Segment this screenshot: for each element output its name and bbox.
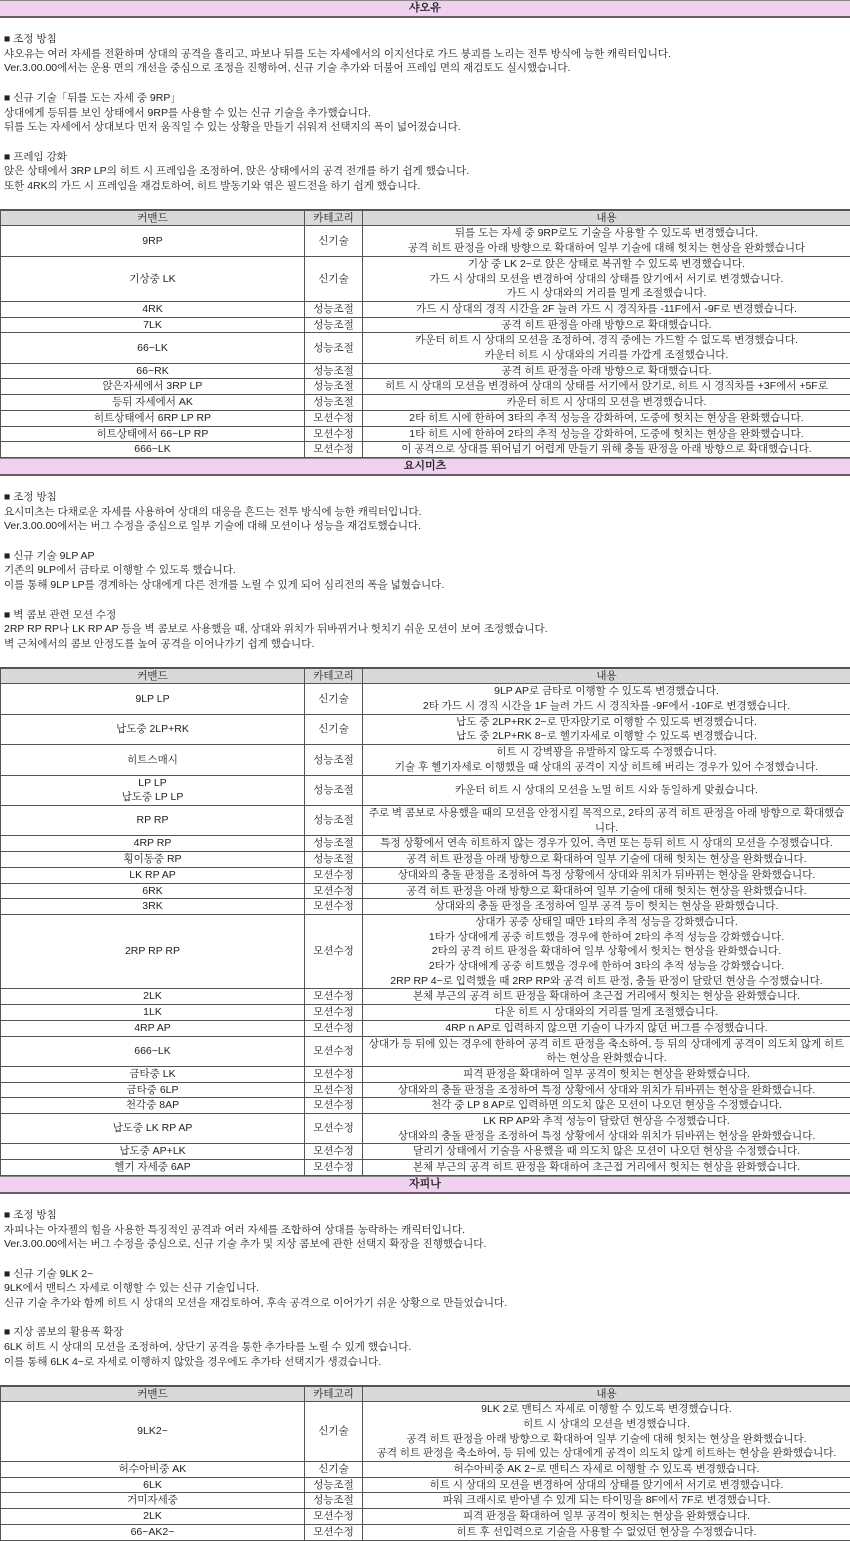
content-cell	[363, 914, 850, 989]
character-title-bar: 자피나	[0, 1176, 850, 1194]
adjustment-notes	[0, 18, 850, 209]
content-cell	[363, 883, 850, 899]
table-row	[1, 1462, 850, 1478]
note-line: 9LK에서 맨티스 자세로 이행할 수 있는 신규 기술입니다.	[4, 1281, 846, 1296]
note-heading: ■ 지상 콤보의 활용폭 확장	[4, 1325, 846, 1340]
command-cell: 히트상태에서 6RP LP RP	[1, 410, 305, 426]
category-cell: 신기술	[305, 684, 363, 714]
command-cell: 납도중 LK RP AP	[1, 1114, 305, 1144]
content-line: 상대와의 충돌 판정을 조정하여 일부 공격 등이 헛치는 현상을 완화했습니다.	[365, 899, 848, 914]
category-cell: 성능조절	[305, 836, 363, 852]
content-line: 카운터 히트 시 상대의 모션을 조정하여, 경직 중에는 가드할 수 없도록 변경했습니다.	[365, 333, 848, 348]
content-cell	[363, 1509, 850, 1525]
content-cell	[363, 226, 850, 256]
category-cell: 모션수정	[305, 899, 363, 915]
table-row	[1, 1144, 850, 1160]
command-cell: 666~LK	[1, 1036, 305, 1066]
command-cell: 납도중 2LP+RK	[1, 714, 305, 744]
content-line: LK RP AP와 추적 성능이 달랐던 현상을 수정했습니다.	[365, 1114, 848, 1129]
category-cell: 성능조절	[305, 333, 363, 363]
note-heading: ■ 프레임 강화	[4, 150, 846, 165]
note-paragraph	[4, 549, 846, 593]
table-header-row	[1, 668, 850, 684]
command-cell: 9RP	[1, 226, 305, 256]
content-line: 피격 판정을 확대하여 일부 공격이 헛치는 현상을 완화했습니다.	[365, 1509, 848, 1524]
content-line: 이 공격으로 상대를 뛰어넘기 어렵게 만들기 위해 충돌 판정을 아래 방향으로 확대했습니다.	[365, 442, 848, 457]
content-cell	[363, 745, 850, 775]
character-section	[0, 458, 850, 1176]
content-cell	[363, 1098, 850, 1114]
content-cell	[363, 1493, 850, 1509]
category-cell: 모션수정	[305, 1036, 363, 1066]
command-cell: 1LK	[1, 1005, 305, 1021]
command-cell: LP LP 납도중 LP LP	[1, 775, 305, 805]
command-cell: 6LK	[1, 1477, 305, 1493]
category-cell: 모션수정	[305, 914, 363, 989]
command-cell: 헬기 자세중 6AP	[1, 1160, 305, 1176]
note-heading: ■ 조정 방침	[4, 32, 846, 47]
command-cell: 2RP RP RP	[1, 914, 305, 989]
note-line: 요시미츠는 다채로운 자세를 사용하여 상대의 대응을 흔드는 전투 방식에 능한 캐릭터입니다.	[4, 505, 846, 520]
content-line: 9LP AP로 금타로 이행할 수 있도록 변경했습니다.	[365, 684, 848, 699]
content-line: 카운터 히트 시 상대의 모션을 변경했습니다.	[365, 395, 848, 410]
content-cell	[363, 426, 850, 442]
note-paragraph	[4, 1208, 846, 1252]
content-line: 상대가 등 뒤에 있는 경우에 한하여 공격 히트 판정을 축소하여, 등 뒤의 상대에게 공격이 의도치 않게 히트하는 현상을 완화했습니다.	[365, 1037, 848, 1066]
category-cell: 모션수정	[305, 1066, 363, 1082]
content-line: 공격 히트 판정을 축소하여, 등 뒤에 있는 상대에게 공격이 의도치 않게 히트하는 현상을 완화했습니다.	[365, 1446, 848, 1461]
content-line: 2타의 공격 히트 판정을 확대하여 일부 상황에서 헛치는 현상을 완화했습니다.	[365, 944, 848, 959]
category-cell: 모션수정	[305, 867, 363, 883]
command-cell: 4RK	[1, 301, 305, 317]
category-header: 카테고리	[305, 210, 363, 226]
content-cell	[363, 1524, 850, 1540]
table-row	[1, 1160, 850, 1176]
table-row	[1, 1005, 850, 1021]
table-row	[1, 1082, 850, 1098]
category-cell: 신기술	[305, 226, 363, 256]
content-line: 카운터 히트 시 상대와의 거리를 가깝게 조절했습니다.	[365, 348, 848, 363]
note-paragraph	[4, 1267, 846, 1311]
note-paragraph	[4, 150, 846, 194]
category-cell: 신기술	[305, 1462, 363, 1478]
table-row	[1, 1098, 850, 1114]
table-row	[1, 226, 850, 256]
category-cell: 성능조절	[305, 1493, 363, 1509]
content-line: 9LK 2로 맨티스 자세로 이행할 수 있도록 변경했습니다.	[365, 1402, 848, 1417]
table-row	[1, 256, 850, 301]
content-line: 공격 히트 판정을 아래 방향으로 확대하여 일부 기술에 대해 헛치는 현상을 완화했습니다.	[365, 852, 848, 867]
content-line: 기상 중 LK 2~로 앉은 상태로 복귀할 수 있도록 변경했습니다.	[365, 257, 848, 272]
content-line: 가드 시 상대의 모션을 변경하여 상대의 상태를 앉기에서 서기로 변경했습니다.	[365, 272, 848, 287]
content-cell	[363, 410, 850, 426]
category-cell: 모션수정	[305, 1144, 363, 1160]
character-section	[0, 1176, 850, 1541]
adjustment-notes	[0, 476, 850, 667]
table-row	[1, 805, 850, 835]
command-cell: 4RP AP	[1, 1020, 305, 1036]
content-line: 상대가 공중 상태일 때만 1타의 추적 성능을 강화했습니다.	[365, 915, 848, 930]
category-cell: 성능조절	[305, 1477, 363, 1493]
category-cell: 모션수정	[305, 1082, 363, 1098]
content-line: 공격 히트 판정을 아래 방향으로 확대하여 일부 기술에 대해 헛치는 현상을 완화했습니다.	[365, 1432, 848, 1447]
content-cell	[363, 805, 850, 835]
note-line: 이를 통해 9LP LP를 경계하는 상대에게 다른 전개를 노릴 수 있게 되어 심리전의 폭을 넓혔습니다.	[4, 578, 846, 593]
category-cell: 모션수정	[305, 426, 363, 442]
content-cell	[363, 684, 850, 714]
content-line: 본체 부근의 공격 히트 판정을 확대하여 초근접 거리에서 헛치는 현상을 완화했습니다.	[365, 1160, 848, 1175]
note-heading: ■ 신규 기술 9LK 2~	[4, 1267, 846, 1282]
content-cell	[363, 363, 850, 379]
command-cell: 9LP LP	[1, 684, 305, 714]
table-row	[1, 410, 850, 426]
table-row	[1, 899, 850, 915]
table-row	[1, 426, 850, 442]
content-line: 히트 시 상대의 모션을 변경했습니다.	[365, 1417, 848, 1432]
changes-table	[0, 667, 850, 1176]
changes-table	[0, 1385, 850, 1541]
command-cell: 횡이동중 RP	[1, 852, 305, 868]
command-cell: 기상중 LK	[1, 256, 305, 301]
category-cell: 성능조절	[305, 317, 363, 333]
category-cell: 성능조절	[305, 363, 363, 379]
category-cell: 모션수정	[305, 1005, 363, 1021]
content-cell	[363, 317, 850, 333]
table-row	[1, 1402, 850, 1462]
content-line: 상대와의 충돌 판정을 조정하여 특정 상황에서 상대와 위치가 뒤바뀌는 현상을 완화했습니다.	[365, 1083, 848, 1098]
table-row	[1, 379, 850, 395]
content-line: 상대와의 충돌 판정을 조정하여 특정 상황에서 상대와 위치가 뒤바뀌는 현상을 완화했습니다.	[365, 868, 848, 883]
table-row	[1, 1524, 850, 1540]
character-section	[0, 0, 850, 458]
content-line: 2타 가드 시 경직 시간을 1F 늘려 가드 시 경직차를 -9F에서 -10F로 변경했습니다.	[365, 699, 848, 714]
content-line: 공격 히트 판정을 아래 방향으로 확대하여 일부 기술에 대해 헛치는 현상을 완화했습니다.	[365, 884, 848, 899]
table-row	[1, 442, 850, 458]
content-line: 1타 히트 시에 한하여 2타의 추적 성능을 강화하여, 도중에 헛치는 현상을 완화했습니다.	[365, 427, 848, 442]
content-line: 2RP RP 4~로 입력했을 때 2RP RP와 공격 히트 판정, 충돌 판정이 달랐던 현상을 수정했습니다.	[365, 974, 848, 989]
category-cell: 모션수정	[305, 989, 363, 1005]
content-cell	[363, 395, 850, 411]
table-row	[1, 883, 850, 899]
content-line: 히트 후 선입력으로 기술을 사용할 수 없었던 현상을 수정했습니다.	[365, 1525, 848, 1540]
command-cell: 금타중 LK	[1, 1066, 305, 1082]
content-cell	[363, 1160, 850, 1176]
note-line: 6LK 히트 시 상대의 모션을 조정하여, 상단기 공격을 통한 추가타를 노릴 수 있게 했습니다.	[4, 1340, 846, 1355]
content-cell	[363, 1462, 850, 1478]
content-line: 1타가 상대에게 공중 히트했을 경우에 한하여 2타의 추적 성능을 강화했습니다.	[365, 930, 848, 945]
character-title-bar: 샤오유	[0, 0, 850, 18]
content-line: 뒤를 도는 자세 중 9RP로도 기술을 사용할 수 있도록 변경했습니다.	[365, 226, 848, 241]
note-line: Ver.3.00.00에서는 버그 수정을 중심으로, 신규 기술 추가 및 지상 콤보에 관한 선택지 확장을 진행했습니다.	[4, 1237, 846, 1252]
table-row	[1, 775, 850, 805]
category-cell: 모션수정	[305, 1509, 363, 1525]
command-cell: 6RK	[1, 883, 305, 899]
category-cell: 신기술	[305, 256, 363, 301]
content-cell	[363, 333, 850, 363]
table-row	[1, 989, 850, 1005]
content-header: 내용	[363, 210, 850, 226]
content-cell	[363, 442, 850, 458]
command-cell: 납도중 AP+LK	[1, 1144, 305, 1160]
content-line: 가드 시 상대와의 거리를 멀게 조절했습니다.	[365, 286, 848, 301]
content-cell	[363, 1114, 850, 1144]
content-cell	[363, 1144, 850, 1160]
content-line: 허수아비중 AK 2~로 맨티스 자세로 이행할 수 있도록 변경했습니다.	[365, 1462, 848, 1477]
command-header: 커맨드	[1, 1386, 305, 1402]
content-header: 내용	[363, 1386, 850, 1402]
content-cell	[363, 301, 850, 317]
table-row	[1, 1477, 850, 1493]
table-row	[1, 867, 850, 883]
content-line: 2타가 상대에게 공중 히트했을 경우에 한하여 3타의 추적 성능을 강화했습니다.	[365, 959, 848, 974]
table-row	[1, 1509, 850, 1525]
command-cell: 66~LK	[1, 333, 305, 363]
content-cell	[363, 989, 850, 1005]
command-header: 커맨드	[1, 668, 305, 684]
category-cell: 신기술	[305, 1402, 363, 1462]
note-line: Ver.3.00.00에서는 운용 면의 개선을 중심으로 조정을 진행하여, 신규 기술 추가와 더불어 프레임 면의 재검토도 실시했습니다.	[4, 61, 846, 76]
command-cell: 66~AK2~	[1, 1524, 305, 1540]
character-title-bar: 요시미츠	[0, 458, 850, 476]
table-row	[1, 1036, 850, 1066]
category-cell: 모션수정	[305, 410, 363, 426]
content-line: 히트 시 강벽꽝을 유발하지 않도록 수정했습니다.	[365, 745, 848, 760]
content-cell	[363, 775, 850, 805]
content-line: 기술 후 헬기자세로 이행했을 때 상대의 공격이 지상 히트해 버리는 경우가 있어 수정했습니다.	[365, 760, 848, 775]
table-row	[1, 714, 850, 744]
note-heading: ■ 벽 콤보 관련 모션 수정	[4, 608, 846, 623]
table-row	[1, 333, 850, 363]
command-cell: 7LK	[1, 317, 305, 333]
table-row	[1, 1020, 850, 1036]
command-cell: 3RK	[1, 899, 305, 915]
content-line: 납도 중 2LP+RK 2~로 만자앉기로 이행할 수 있도록 변경했습니다.	[365, 715, 848, 730]
category-cell: 성능조절	[305, 852, 363, 868]
note-paragraph	[4, 608, 846, 652]
command-cell: 2LK	[1, 989, 305, 1005]
table-header-row	[1, 1386, 850, 1402]
category-cell: 모션수정	[305, 1098, 363, 1114]
note-line: 벽 근처에서의 콤보 안정도를 높여 공격을 이어나가기 쉽게 했습니다.	[4, 637, 846, 652]
command-cell: 등뒤 자세에서 AK	[1, 395, 305, 411]
table-row	[1, 363, 850, 379]
content-line: 본체 부근의 공격 히트 판정을 확대하여 초근접 거리에서 헛치는 현상을 완화했습니다.	[365, 989, 848, 1004]
command-cell: 천각중 8AP	[1, 1098, 305, 1114]
content-cell	[363, 1477, 850, 1493]
content-line: 납도 중 2LP+RK 8~로 헬기자세로 이행할 수 있도록 변경했습니다.	[365, 729, 848, 744]
adjustment-notes	[0, 1194, 850, 1385]
content-cell	[363, 1082, 850, 1098]
category-cell: 성능조절	[305, 301, 363, 317]
table-row	[1, 301, 850, 317]
command-cell: 2LK	[1, 1509, 305, 1525]
command-cell: 66~RK	[1, 363, 305, 379]
content-line: 2타 히트 시에 한하여 3타의 추적 성능을 강화하여, 도중에 헛치는 현상을 완화했습니다.	[365, 411, 848, 426]
category-cell: 성능조절	[305, 805, 363, 835]
content-cell	[363, 1020, 850, 1036]
content-cell	[363, 1066, 850, 1082]
content-line: 다운 히트 시 상대와의 거리를 멀게 조절했습니다.	[365, 1005, 848, 1020]
note-heading: ■ 조정 방침	[4, 1208, 846, 1223]
command-cell: 금타중 6LP	[1, 1082, 305, 1098]
category-cell: 모션수정	[305, 1160, 363, 1176]
content-line: 히트 시 상대의 모션을 변경하여 상대의 상태를 서기에서 앉기로, 히트 시 경직차를 +3F에서 +5F로	[365, 379, 848, 394]
table-row	[1, 395, 850, 411]
content-line: 4RP n AP로 입력하지 않으면 기술이 나가지 않던 버그를 수정했습니다.	[365, 1021, 848, 1036]
table-row	[1, 1493, 850, 1509]
note-line: 뒤를 도는 자세에서 상대보다 먼저 움직일 수 있는 상황을 만들기 쉬워져 선택지의 폭이 넓어졌습니다.	[4, 120, 846, 135]
content-cell	[363, 852, 850, 868]
command-cell: LK RP AP	[1, 867, 305, 883]
content-cell	[363, 836, 850, 852]
content-cell	[363, 899, 850, 915]
table-row	[1, 317, 850, 333]
command-cell: 히트스매시	[1, 745, 305, 775]
note-heading: ■ 조정 방침	[4, 490, 846, 505]
table-row	[1, 1114, 850, 1144]
command-cell: 9LK2~	[1, 1402, 305, 1462]
changes-table	[0, 209, 850, 458]
content-line: 주로 벽 콤보로 사용했을 때의 모션을 안정시킬 목적으로, 2타의 공격 히트 판정을 아래 방향으로 확대했습니다.	[365, 806, 848, 835]
content-line: 공격 히트 판정을 아래 방향으로 확대했습니다.	[365, 318, 848, 333]
note-line: 이를 통해 6LK 4~로 자세로 이행하지 않았을 경우에도 추가타 선택지가 생겼습니다.	[4, 1355, 846, 1370]
content-header: 내용	[363, 668, 850, 684]
table-row	[1, 836, 850, 852]
table-row	[1, 852, 850, 868]
category-cell: 모션수정	[305, 1114, 363, 1144]
content-cell	[363, 1036, 850, 1066]
content-cell	[363, 256, 850, 301]
category-cell: 신기술	[305, 714, 363, 744]
table-row	[1, 1066, 850, 1082]
category-header: 카테고리	[305, 1386, 363, 1402]
category-cell: 성능조절	[305, 745, 363, 775]
note-line: 신규 기술 추가와 함께 히트 시 상대의 모션을 재검토하여, 후속 공격으로 이어가기 쉬운 상황으로 만들었습니다.	[4, 1296, 846, 1311]
note-paragraph	[4, 91, 846, 135]
content-line: 파워 크래시로 받아낼 수 있게 되는 타이밍을 8F에서 7F로 변경했습니다.	[365, 1493, 848, 1508]
content-cell	[363, 1005, 850, 1021]
category-cell: 성능조절	[305, 379, 363, 395]
command-cell: 앉은자세에서 3RP LP	[1, 379, 305, 395]
content-line: 달리기 상태에서 기술을 사용했을 때 의도치 않은 모션이 나오던 현상을 수정했습니다.	[365, 1144, 848, 1159]
content-line: 히트 시 상대의 모션을 변경하여 상대의 상태를 앉기에서 서기로 변경했습니다.	[365, 1478, 848, 1493]
table-row	[1, 914, 850, 989]
category-header: 카테고리	[305, 668, 363, 684]
content-cell	[363, 379, 850, 395]
content-line: 천각 중 LP 8 AP로 입력하면 의도치 않은 모션이 나오던 현상을 수정했습니다.	[365, 1098, 848, 1113]
note-line: Ver.3.00.00에서는 버그 수정을 중심으로 일부 기술에 대해 모션이나 성능을 재검토했습니다.	[4, 519, 846, 534]
category-cell: 모션수정	[305, 1524, 363, 1540]
note-paragraph	[4, 490, 846, 534]
note-line: 앉은 상태에서 3RP LP의 히트 시 프레임을 조정하여, 앉은 상태에서의 공격 전개를 하기 쉽게 했습니다.	[4, 164, 846, 179]
category-cell: 모션수정	[305, 883, 363, 899]
note-line: 기존의 9LP에서 금타로 이행할 수 있도록 했습니다.	[4, 563, 846, 578]
content-cell	[363, 1402, 850, 1462]
command-cell: 히트상태에서 66~LP RP	[1, 426, 305, 442]
command-cell: 허수아비중 AK	[1, 1462, 305, 1478]
content-cell	[363, 714, 850, 744]
table-row	[1, 745, 850, 775]
note-paragraph	[4, 32, 846, 76]
note-line: 2RP RP RP나 LK RP AP 등을 벽 콤보로 사용했을 때, 상대와 위치가 뒤바뀌거나 헛치기 쉬운 모션이 보여 조정했습니다.	[4, 622, 846, 637]
command-header: 커맨드	[1, 210, 305, 226]
category-cell: 성능조절	[305, 775, 363, 805]
content-line: 피격 판정을 확대하여 일부 공격이 헛치는 현상을 완화했습니다.	[365, 1067, 848, 1082]
content-line: 가드 시 상대의 경직 시간을 2F 늘려 가드 시 경직차를 -11F에서 -9F로 변경했습니다.	[365, 302, 848, 317]
content-line: 특정 상황에서 연속 히트하지 않는 경우가 있어, 측면 또는 등뒤 히트 시 상대의 모션을 수정했습니다.	[365, 836, 848, 851]
command-cell: 거미자세중	[1, 1493, 305, 1509]
table-row	[1, 684, 850, 714]
note-paragraph	[4, 1325, 846, 1369]
note-line: 또한 4RK의 가드 시 프레임을 재검토하여, 히트 발동기와 엮은 필드전을 하기 쉽게 했습니다.	[4, 179, 846, 194]
content-line: 상대와의 충돌 판정을 조정하여 특정 상황에서 상대와 위치가 뒤바뀌는 현상을 완화했습니다.	[365, 1129, 848, 1144]
table-header-row	[1, 210, 850, 226]
note-line: 샤오유는 여러 자세를 전환하며 상대의 공격을 흘리고, 파보나 뒤를 도는 자세에서의 이지선다로 가드 붕괴를 노리는 전투 방식에 능한 캐릭터입니다.	[4, 47, 846, 62]
note-line: 상대에게 등뒤를 보인 상태에서 9RP를 사용할 수 있는 신규 기술을 추가했습니다.	[4, 106, 846, 121]
note-heading: ■ 신규 기술 9LP AP	[4, 549, 846, 564]
command-cell: 666~LK	[1, 442, 305, 458]
category-cell: 성능조절	[305, 395, 363, 411]
note-line: 자피나는 아자젤의 힘을 사용한 특징적인 공격과 여러 자세를 조합하여 상대를 농락하는 캐릭터입니다.	[4, 1223, 846, 1238]
note-heading: ■ 신규 기술「뒤를 도는 자세 중 9RP」	[4, 91, 846, 106]
category-cell: 모션수정	[305, 442, 363, 458]
command-cell: 4RP RP	[1, 836, 305, 852]
command-cell: RP RP	[1, 805, 305, 835]
content-line: 카운터 히트 시 상대의 모션을 노멀 히트 시와 동일하게 맞췄습니다.	[365, 783, 848, 798]
category-cell: 모션수정	[305, 1020, 363, 1036]
content-cell	[363, 867, 850, 883]
content-line: 공격 히트 판정을 아래 방향으로 확대하여 일부 기술에 대해 헛치는 현상을 완화했습니다	[365, 241, 848, 256]
content-line: 공격 히트 판정을 아래 방향으로 확대했습니다.	[365, 364, 848, 379]
